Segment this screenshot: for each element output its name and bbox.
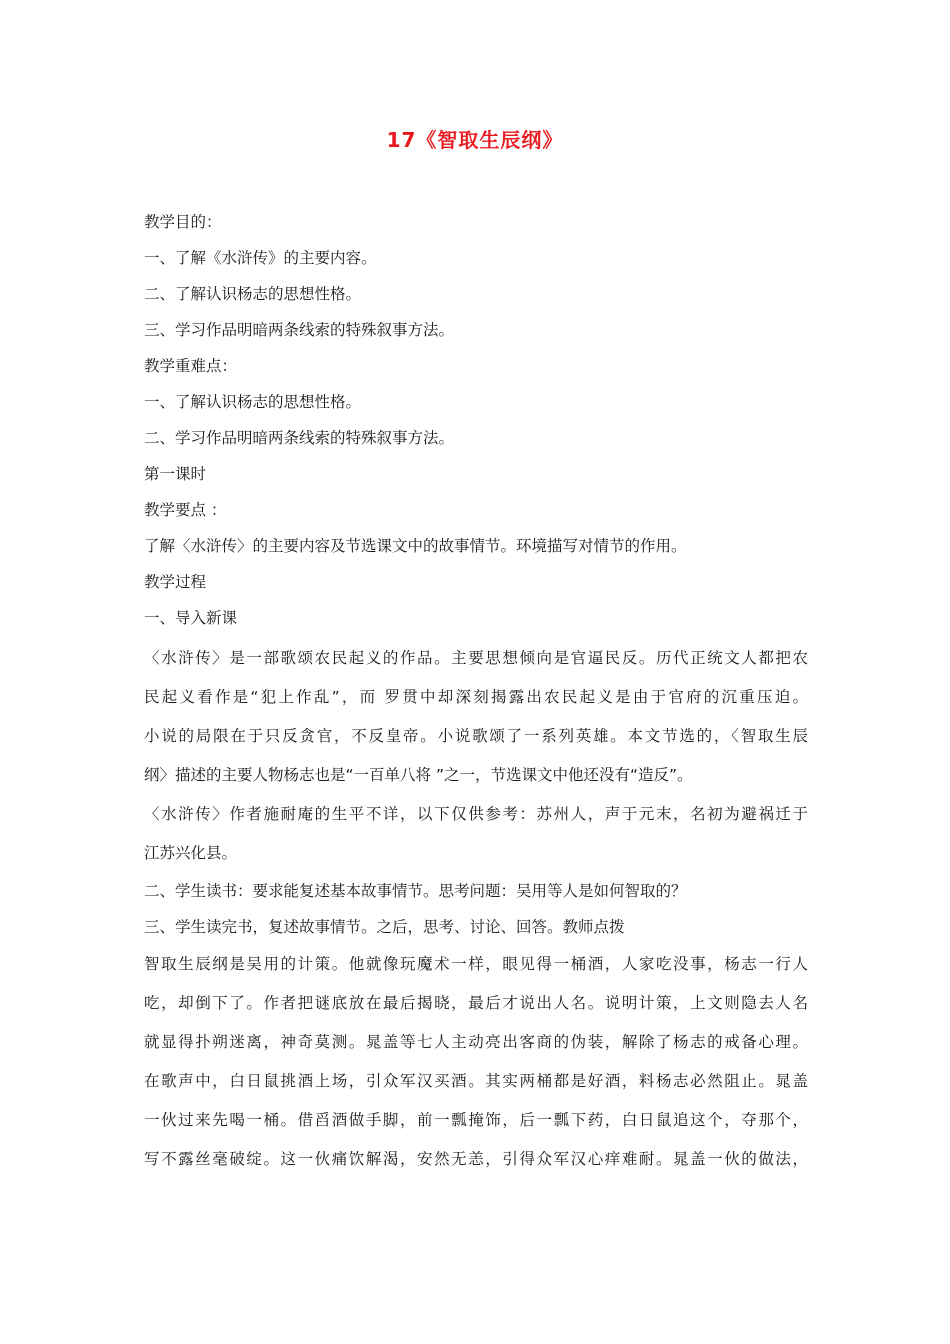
paragraph-line: 一伙过来先喝一桶。借舀酒做手脚，前一瓢掩饰，后一瓢下药，白日鼠追这个，夺那个， bbox=[144, 1111, 808, 1129]
teaching-points-text: 了解〈水浒传〉的主要内容及节选课文中的故事情节。环境描写对情节的作用。 bbox=[144, 537, 687, 555]
step-student-reading: 二、学生读书：要求能复述基本故事情节。思考问题：吴用等人是如何智取的？ bbox=[144, 882, 687, 900]
heading-teaching-process: 教学过程 bbox=[144, 573, 207, 591]
paragraph-line: 写不露丝毫破绽。这一伙痛饮解渴，安然无恙，引得众军汉心痒难耐。晁盖一伙的做法， bbox=[144, 1150, 808, 1168]
document-body bbox=[144, 204, 808, 1179]
paragraph-line: 民起义看作是“犯上作乱”，而 罗贯中却深刻揭露出农民起义是由于官府的沉重压迫。 bbox=[144, 688, 808, 706]
paragraph-line: 〈水浒传〉作者施耐庵的生平不详，以下仅供参考：苏州人，声于元末，名初为避祸迁于 bbox=[144, 805, 808, 823]
heading-key-difficulties: 教学重难点： bbox=[144, 357, 238, 375]
paragraph-line: 就显得扑朔迷离，神奇莫测。晁盖等七人主动亮出客商的伪装，解除了杨志的戒备心理。 bbox=[144, 1033, 808, 1051]
paragraph-line: 智取生辰纲是吴用的计策。他就像玩魔术一样，眼见得一桶酒，人家吃没事，杨志一行人 bbox=[144, 955, 808, 973]
paragraph-line: 〈水浒传〉是一部歌颂农民起义的作品。主要思想倾向是官逼民反。历代正统文人都把农 bbox=[144, 649, 808, 667]
goal-item-2: 二、了解认识杨志的思想性格。 bbox=[144, 285, 362, 303]
step-intro-new-lesson: 一、导入新课 bbox=[144, 609, 238, 627]
document-title: 17《智取生辰纲》 bbox=[386, 128, 564, 152]
difficulty-item-2: 二、学习作品明暗两条线索的特殊叙事方法。 bbox=[144, 429, 455, 447]
goal-item-3: 三、学习作品明暗两条线索的特殊叙事方法。 bbox=[144, 321, 455, 339]
goal-item-1: 一、了解《水浒传》的主要内容。 bbox=[144, 249, 377, 267]
heading-teaching-points: 教学要点 ： bbox=[144, 501, 227, 519]
heading-first-lesson: 第一课时 bbox=[144, 465, 207, 483]
heading-teaching-goals: 教学目的： bbox=[144, 213, 222, 231]
paragraph-line: 小说的局限在于只反贪官，不反皇帝。小说歌颂了一系列英雄。本文节选的，〈智取生辰 bbox=[144, 727, 808, 745]
step-retell-story: 三、学生读完书，复述故事情节。之后，思考、讨论、回答。教师点拨 bbox=[144, 918, 625, 936]
paragraph-line: 江苏兴化县。 bbox=[144, 844, 238, 862]
paragraph-line: 纲〉描述的主要人物杨志也是“一百单八将 ”之一，节选课文中他还没有“造反”。 bbox=[144, 766, 693, 784]
difficulty-item-1: 一、了解认识杨志的思想性格。 bbox=[144, 393, 362, 411]
paragraph-line: 在歌声中，白日鼠挑酒上场，引众军汉买酒。其实两桶都是好酒，料杨志必然阻止。晁盖 bbox=[144, 1072, 808, 1090]
paragraph-line: 吃，却倒下了。作者把谜底放在最后揭晓，最后才说出人名。说明计策，上文则隐去人名 bbox=[144, 994, 808, 1012]
